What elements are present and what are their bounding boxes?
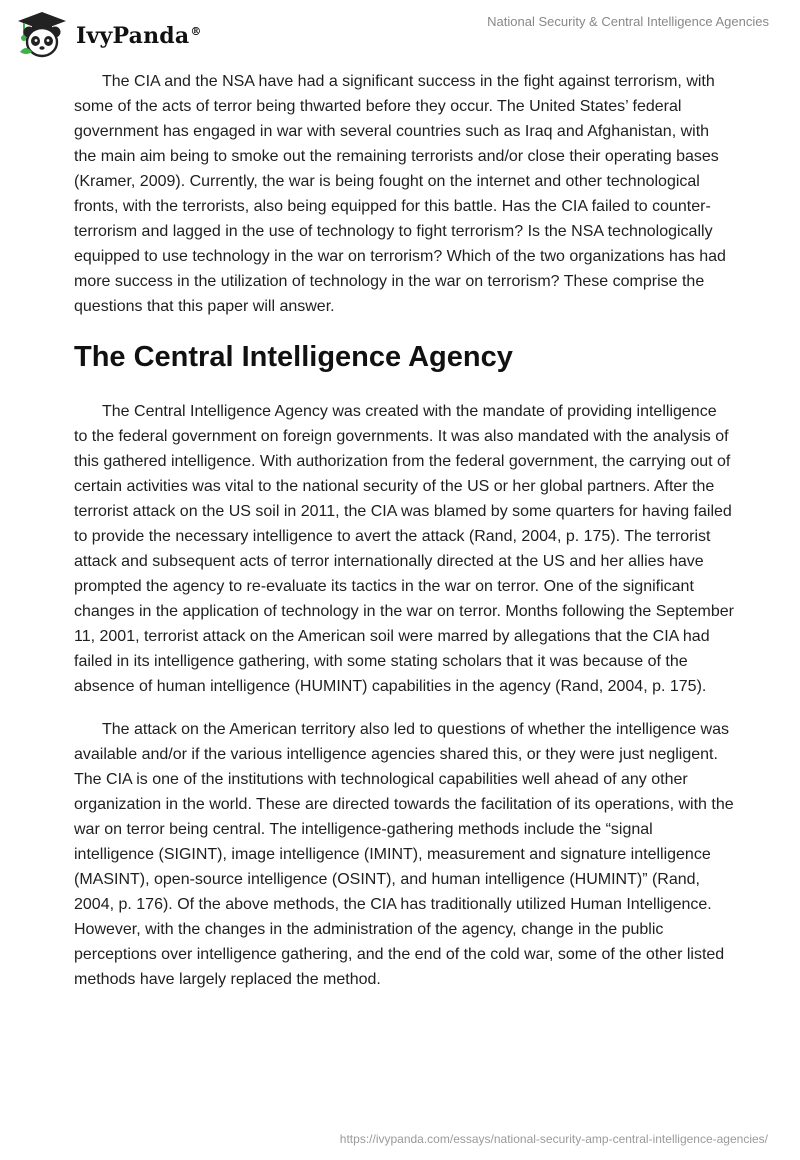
section-heading: The Central Intelligence Agency (74, 341, 513, 373)
page-header (0, 0, 800, 70)
intro-paragraph: The CIA and the NSA have had a significant success in the fight against terrorism, with some of the acts of terror being thwarted before they occur. The United States’ federal government has engaged in war with several countries such as Iraq and Afghanistan, with the main aim being to smoke out the remaining terrorists and/or close their operating bases (Kramer, 2009). Currently, the war is being fought on the internet and other technological fronts, with the terrorists, also being equipped for this battle. Has the CIA failed to counter-terrorism and lagged in the use of technology to fight terrorism? Is the NSA technologically equipped to use technology in the war on terrorism? Which of the two organizations has had more success in the utilization of technology in the war on terrorism? These comprise the questions that this paper will answer. (74, 73, 726, 315)
section-paragraph: The attack on the American territory also led to questions of whether the intelligence was available and/or if the various intelligence agencies shared this, or they were just negligent. The CIA is one of the institutions with technological capabilities well ahead of any other organization in the world. These are directed towards the facilitation of its operations, with the war on terror being central. The intelligence-gathering methods include the “signal intelligence (SIGINT), image intelligence (IMINT), measurement and signature intelligence (MASINT), open-source intelligence (OSINT), and human intelligence (HUMINT)” (Rand, 2004, p. 176). Of the above methods, the CIA has traditionally utilized Human Intelligence. However, with the changes in the administration of the agency, change in the public perceptions over intelligence gathering, and the end of the cold war, some of the other listed methods have largely replaced the method. (74, 721, 734, 988)
essay-content (74, 69, 734, 1010)
logo-wordmark: IvyPanda® (76, 23, 202, 49)
ivypanda-logo[interactable] (14, 8, 202, 60)
section-paragraph: The Central Intelligence Agency was created with the mandate of providing intelligence to the federal government on foreign governments. It was also mandated with the analysis of this gathered intelligence. With authorization from the federal government, the carrying out of certain activities was vital to the national security of the US or her global partners. After the terrorist attack on the US soil in 2011, the CIA was blamed by some quarters for having failed to provide the necessary intelligence to avert the attack (Rand, 2004, p. 175). The terrorist attack and subsequent acts of terror internationally directed at the US and her allies have prompted the agency to re-evaluate its tactics in the war on terror. One of the significant changes in the application of technology in the war on terror. Months following the September 11, 2001, terrorist attack on the American soil were marred by allegations that the CIA had failed in its intelligence gathering, with some stating scholars that it was because of the absence of human intelligence (HUMINT) capabilities in the agency (Rand, 2004, p. 175). (74, 403, 734, 695)
document-title: National Security & Central Intelligence Agencies (487, 14, 769, 29)
source-url[interactable]: https://ivypanda.com/essays/national-security-amp-central-intelligence-agencies/ (339, 1132, 768, 1146)
panda-graduate-icon (14, 8, 70, 60)
